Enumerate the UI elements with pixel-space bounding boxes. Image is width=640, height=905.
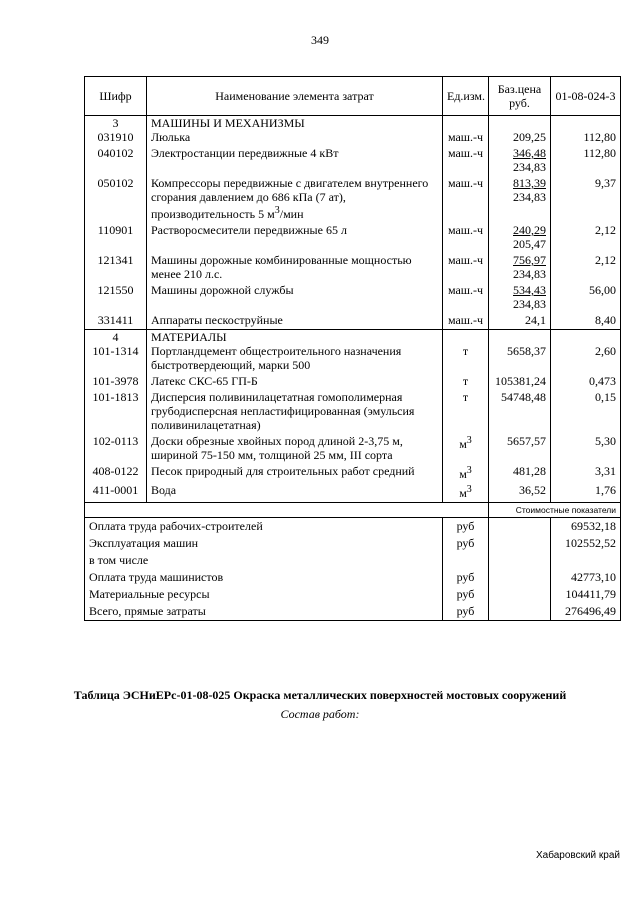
item-norm: 2,12 — [551, 253, 621, 283]
item-name-text: Компрессоры передвижные с двигателем внутреннего сгорания давлением до 686 кПа (7 ат), производительность 5 м — [151, 176, 429, 221]
summary-price — [489, 518, 551, 536]
item-name — [147, 483, 443, 503]
item-code: 411-0001 — [85, 483, 147, 503]
table-row — [85, 223, 621, 253]
item-name-text: Доски обрезные хвойных пород длиной 2-3,75 м, шириной 75-150 мм, толщиной 25 мм, III сорта — [151, 434, 403, 462]
item-price-secondary: 234,83 — [513, 267, 546, 281]
item-norm: 3,31 — [551, 464, 621, 483]
item-name — [147, 313, 443, 330]
item-name — [147, 434, 443, 464]
item-price-main: 54748,48 — [501, 390, 546, 404]
item-unit-text: м — [459, 437, 467, 451]
item-unit — [443, 344, 489, 374]
item-price — [489, 344, 551, 374]
cost-table — [84, 76, 621, 621]
table-row — [85, 374, 621, 390]
item-unit-sup: 3 — [466, 435, 472, 446]
table-header-row — [85, 77, 621, 116]
item-unit — [443, 223, 489, 253]
item-price-main: 24,1 — [525, 313, 546, 327]
item-unit-text: маш.-ч — [447, 253, 484, 267]
item-price-main: 534,43 — [513, 283, 546, 297]
table-title: Таблица ЭСНиЕРс-01-08-025 Окраска металлических поверхностей мостовых сооружений — [73, 688, 567, 702]
summary-price — [489, 603, 551, 621]
summary-label: Стоимостные показатели — [489, 503, 621, 518]
table-row — [85, 390, 621, 434]
item-norm: 8,40 — [551, 313, 621, 330]
summary-name: Оплата труда рабочих-строителей — [85, 518, 443, 536]
item-unit-text: м — [459, 467, 467, 481]
summary-label-spacer — [85, 503, 489, 518]
item-price-main: 105381,24 — [495, 374, 546, 388]
item-price — [489, 176, 551, 223]
item-unit-text: маш.-ч — [447, 313, 484, 327]
item-norm: 0,15 — [551, 390, 621, 434]
item-unit-text: маш.-ч — [447, 130, 484, 144]
item-name-text: Аппараты пескоструйные — [151, 313, 283, 327]
table-row — [85, 464, 621, 483]
summary-value — [551, 552, 621, 569]
header-norm: 01-08-024-3 — [551, 77, 621, 116]
item-norm: 2,12 — [551, 223, 621, 253]
table-row — [85, 253, 621, 283]
item-unit-sup: 3 — [466, 465, 472, 476]
summary-row — [85, 552, 621, 569]
summary-row — [85, 569, 621, 586]
section-price — [489, 116, 551, 131]
item-name — [147, 253, 443, 283]
table-row — [85, 483, 621, 503]
item-name — [147, 464, 443, 483]
summary-name: Материальные ресурсы — [85, 586, 443, 603]
item-unit — [443, 313, 489, 330]
summary-row — [85, 535, 621, 552]
table-row — [85, 434, 621, 464]
header-unit: Ед.изм. — [443, 77, 489, 116]
summary-value: 42773,10 — [551, 569, 621, 586]
item-price-main: 346,48 — [513, 146, 546, 160]
item-norm: 0,473 — [551, 374, 621, 390]
item-name-text: Машины дорожные комбинированные мощностью менее 210 л.с. — [151, 253, 412, 281]
item-price-main: 481,28 — [513, 464, 546, 478]
summary-label-row — [85, 503, 621, 518]
item-code: 101-3978 — [85, 374, 147, 390]
item-name — [147, 223, 443, 253]
item-price-main: 36,52 — [519, 483, 546, 497]
item-price-main: 240,29 — [513, 223, 546, 237]
section-title: МАШИНЫ И МЕХАНИЗМЫ — [147, 116, 443, 131]
item-name-text: Вода — [151, 483, 177, 497]
item-price — [489, 146, 551, 176]
summary-value: 104411,79 — [551, 586, 621, 603]
summary-name: Эксплуатация машин — [85, 535, 443, 552]
item-price — [489, 130, 551, 146]
item-unit-text: т — [462, 344, 469, 358]
item-name — [147, 344, 443, 374]
summary-unit: руб — [443, 518, 489, 536]
item-unit-text: маш.-ч — [447, 283, 484, 297]
item-name-text: Песок природный для строительных работ средний — [151, 464, 415, 478]
item-unit-sup: 3 — [466, 484, 472, 495]
item-norm: 112,80 — [551, 146, 621, 176]
item-name-text: Дисперсия поливинилацетатная гомополимерная грубодисперсная непластифицированная (эмульсия поливинилацетатная) — [151, 390, 415, 432]
summary-price — [489, 535, 551, 552]
summary-price — [489, 552, 551, 569]
item-price-secondary: 234,83 — [513, 190, 546, 204]
item-price — [489, 434, 551, 464]
page-number: 349 — [311, 33, 329, 47]
summary-price — [489, 569, 551, 586]
item-unit — [443, 130, 489, 146]
region-footer: Хабаровский край — [535, 850, 620, 861]
summary-unit: руб — [443, 586, 489, 603]
item-name — [147, 390, 443, 434]
item-unit — [443, 253, 489, 283]
summary-value: 69532,18 — [551, 518, 621, 536]
item-name — [147, 146, 443, 176]
header-price-line1: Баз.цена — [497, 82, 542, 96]
item-norm: 112,80 — [551, 130, 621, 146]
item-name — [147, 176, 443, 223]
item-norm: 9,37 — [551, 176, 621, 223]
item-unit — [443, 176, 489, 223]
item-price — [489, 223, 551, 253]
section-title: МАТЕРИАЛЫ — [147, 330, 443, 345]
table-row — [85, 313, 621, 330]
item-unit — [443, 464, 489, 483]
summary-row — [85, 518, 621, 536]
summary-value: 102552,52 — [551, 535, 621, 552]
item-price — [489, 253, 551, 283]
item-code: 101-1314 — [85, 344, 147, 374]
item-price-main: 5657,57 — [507, 434, 546, 448]
item-code: 031910 — [85, 130, 147, 146]
header-price — [489, 77, 551, 116]
item-price-main: 813,39 — [513, 176, 546, 190]
composition-label: Состав работ: — [280, 707, 360, 721]
section-unit — [443, 330, 489, 345]
item-name — [147, 374, 443, 390]
item-code: 121550 — [85, 283, 147, 313]
summary-name: Всего, прямые затраты — [85, 603, 443, 621]
summary-unit — [443, 552, 489, 569]
summary-value: 276496,49 — [551, 603, 621, 621]
item-price — [489, 464, 551, 483]
item-unit-text: маш.-ч — [447, 146, 484, 160]
section-number: 4 — [85, 330, 147, 345]
item-code: 331411 — [85, 313, 147, 330]
table-body — [85, 116, 621, 621]
item-norm: 2,60 — [551, 344, 621, 374]
item-unit — [443, 434, 489, 464]
table-row — [85, 176, 621, 223]
summary-price — [489, 586, 551, 603]
table-row — [85, 344, 621, 374]
item-code: 121341 — [85, 253, 147, 283]
summary-unit: руб — [443, 603, 489, 621]
item-price-main: 209,25 — [513, 130, 546, 144]
section-row — [85, 330, 621, 345]
section-unit — [443, 116, 489, 131]
item-unit-text: маш.-ч — [447, 223, 484, 237]
item-unit — [443, 283, 489, 313]
item-price — [489, 390, 551, 434]
item-code: 102-0113 — [85, 434, 147, 464]
item-price-main: 5658,37 — [507, 344, 546, 358]
header-code: Шифр — [85, 77, 147, 116]
summary-row — [85, 586, 621, 603]
table-row — [85, 283, 621, 313]
item-code: 101-1813 — [85, 390, 147, 434]
item-name-text: Растворосмесители передвижные 65 л — [151, 223, 347, 237]
item-code: 040102 — [85, 146, 147, 176]
item-code: 408-0122 — [85, 464, 147, 483]
item-price — [489, 374, 551, 390]
item-name-tail: /мин — [279, 207, 304, 221]
item-price-secondary: 205,47 — [513, 237, 546, 251]
item-name-text: Люлька — [151, 130, 191, 144]
item-unit-text: м — [459, 486, 467, 500]
item-unit — [443, 146, 489, 176]
section-row — [85, 116, 621, 131]
summary-unit: руб — [443, 569, 489, 586]
item-unit-text: т — [462, 390, 469, 404]
item-name — [147, 283, 443, 313]
header-name: Наименование элемента затрат — [147, 77, 443, 116]
item-price — [489, 483, 551, 503]
item-price-secondary: 234,83 — [513, 160, 546, 174]
header-price-line2: руб. — [509, 96, 530, 110]
item-name-text: Электростанции передвижные 4 кВт — [151, 146, 339, 160]
item-price — [489, 283, 551, 313]
section-norm — [551, 330, 621, 345]
item-code: 050102 — [85, 176, 147, 223]
section-number: 3 — [85, 116, 147, 131]
table-row — [85, 130, 621, 146]
summary-unit: руб — [443, 535, 489, 552]
item-unit-text: т — [462, 374, 469, 388]
item-price-secondary: 234,83 — [513, 297, 546, 311]
summary-name: Оплата труда машинистов — [85, 569, 443, 586]
item-norm: 1,76 — [551, 483, 621, 503]
item-unit — [443, 390, 489, 434]
section-price — [489, 330, 551, 345]
item-price — [489, 313, 551, 330]
section-norm — [551, 116, 621, 131]
table-row — [85, 146, 621, 176]
item-unit — [443, 483, 489, 503]
item-name-text: Портландцемент общестроительного назначения быстротвердеющий, марки 500 — [151, 344, 402, 372]
item-norm: 5,30 — [551, 434, 621, 464]
item-price-main: 756,97 — [513, 253, 546, 267]
summary-name: в том числе — [85, 552, 443, 569]
item-code: 110901 — [85, 223, 147, 253]
item-name-text: Латекс СКС-65 ГП-Б — [151, 374, 258, 388]
item-name-text: Машины дорожной службы — [151, 283, 294, 297]
item-norm: 56,00 — [551, 283, 621, 313]
item-name — [147, 130, 443, 146]
item-unit-text: маш.-ч — [447, 176, 484, 190]
item-unit — [443, 374, 489, 390]
item-name-sup: 3 — [274, 205, 280, 216]
summary-row — [85, 603, 621, 621]
